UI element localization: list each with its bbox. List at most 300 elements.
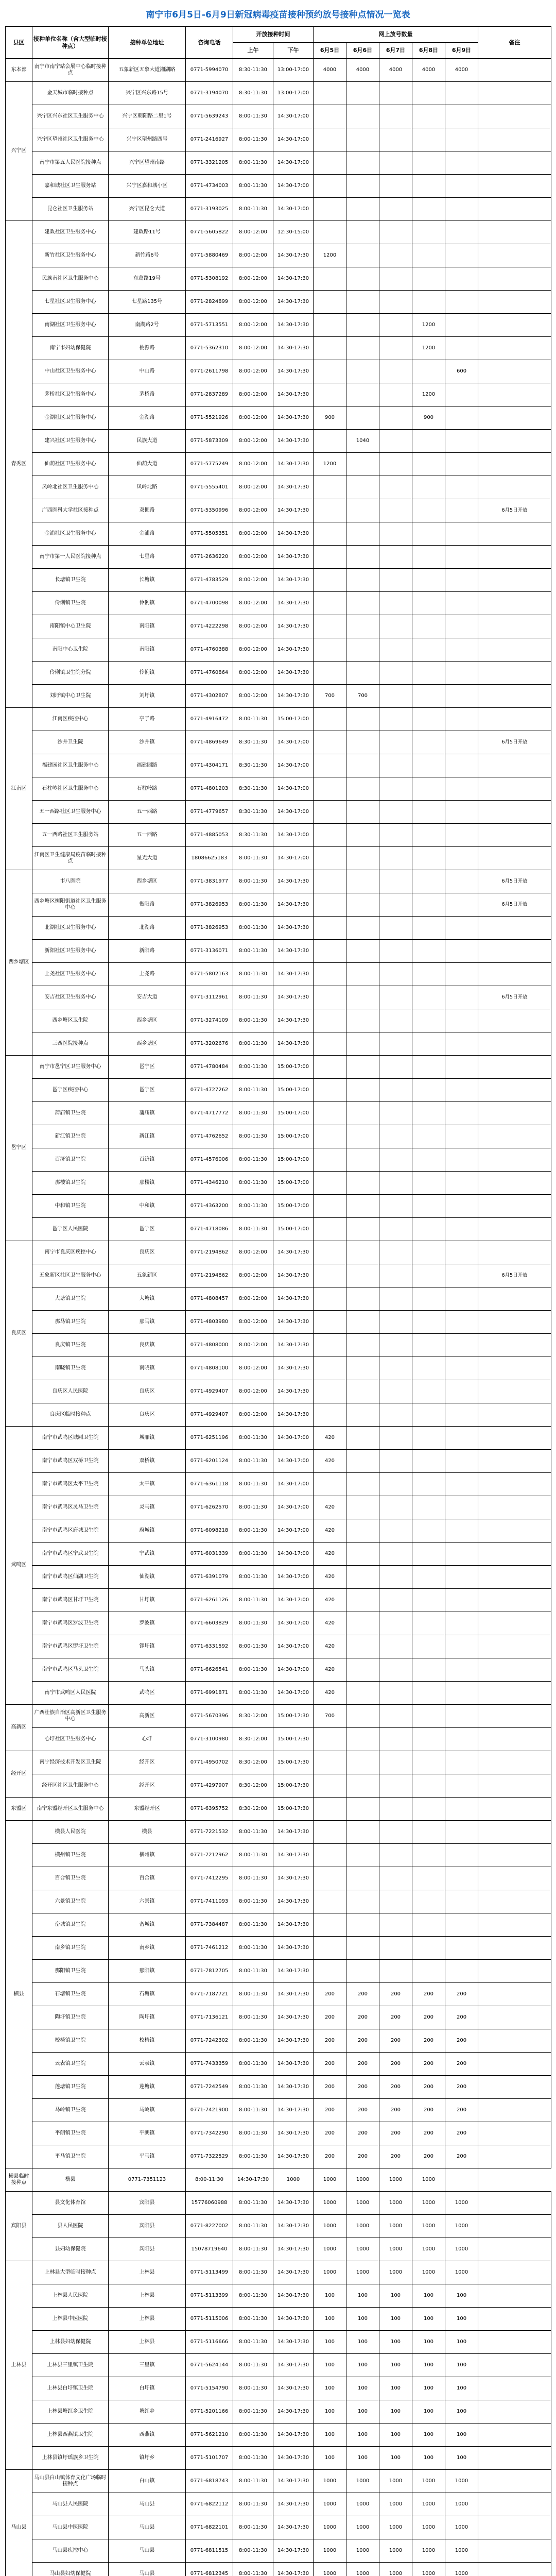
quota-cell bbox=[314, 522, 346, 546]
phone-cell: 0771-3321205 bbox=[186, 151, 233, 175]
address-cell: 上林县 bbox=[109, 2308, 186, 2331]
phone-cell: 0771-6991871 bbox=[186, 1682, 233, 1705]
quota-cell bbox=[314, 476, 346, 499]
am-time-cell: 8:00-12:00 bbox=[233, 522, 273, 546]
note-cell bbox=[478, 592, 551, 615]
quota-cell bbox=[314, 1311, 346, 1334]
quota-cell bbox=[314, 801, 346, 824]
pm-time-cell: 14:30-17:00 bbox=[273, 105, 314, 128]
phone-cell: 0771-2824899 bbox=[186, 291, 233, 314]
phone-cell: 0771-3194070 bbox=[186, 82, 233, 105]
address-cell: 双桥镇 bbox=[109, 1450, 186, 1473]
phone-cell: 0771-4808000 bbox=[186, 1334, 233, 1357]
quota-cell: 100 bbox=[379, 2308, 412, 2331]
quota-cell bbox=[445, 1728, 478, 1751]
am-time-cell: 8:00-11:30 bbox=[233, 2563, 273, 2576]
quota-cell bbox=[379, 1821, 412, 1844]
note-cell bbox=[478, 1937, 551, 1960]
quota-cell: 200 bbox=[346, 2122, 379, 2145]
district-cell: 高新区 bbox=[6, 1705, 32, 1751]
note-cell bbox=[478, 1658, 551, 1682]
table-row bbox=[6, 221, 551, 244]
address-cell: 大塘镇 bbox=[109, 1287, 186, 1311]
am-time-cell: 8:00-11:30 bbox=[233, 2238, 273, 2261]
site-name-cell: 长塘镇卫生院 bbox=[32, 569, 109, 592]
quota-cell bbox=[379, 1311, 412, 1334]
quota-cell bbox=[379, 1264, 412, 1287]
quota-cell: 420 bbox=[314, 1566, 346, 1589]
quota-cell bbox=[314, 1125, 346, 1148]
site-name-cell: 嘉和城社区卫生服务站 bbox=[32, 175, 109, 198]
quota-cell bbox=[445, 1009, 478, 1032]
site-name-cell: 马山县人民医院 bbox=[32, 2493, 109, 2516]
pm-time-cell: 14:30-17:30 bbox=[273, 1032, 314, 1056]
quota-cell bbox=[412, 1450, 445, 1473]
quota-cell bbox=[379, 430, 412, 453]
note-cell bbox=[478, 2400, 551, 2424]
quota-cell bbox=[314, 1960, 346, 1983]
pm-time-cell: 14:30-17:30 bbox=[273, 2099, 314, 2122]
note-cell bbox=[478, 2493, 551, 2516]
quota-cell: 200 bbox=[379, 2122, 412, 2145]
address-cell: 心圩 bbox=[109, 1728, 186, 1751]
note-cell: 6月5日开放 bbox=[478, 731, 551, 754]
table-row bbox=[6, 1960, 551, 1983]
quota-cell bbox=[379, 1218, 412, 1241]
quota-cell bbox=[379, 940, 412, 963]
am-time-cell: 8:00-11:30 bbox=[233, 2284, 273, 2308]
address-cell: 金湖路 bbox=[109, 406, 186, 430]
quota-cell: 100 bbox=[346, 2447, 379, 2470]
quota-cell: 1000 bbox=[346, 2261, 379, 2284]
table-row bbox=[6, 1287, 551, 1311]
quota-cell: 1000 bbox=[346, 2192, 379, 2215]
phone-cell: 0771-4717772 bbox=[186, 1102, 233, 1125]
quota-cell bbox=[412, 917, 445, 940]
quota-cell bbox=[346, 1890, 379, 1913]
quota-cell: 420 bbox=[314, 1496, 346, 1519]
table-row bbox=[6, 1311, 551, 1334]
quota-cell bbox=[445, 615, 478, 638]
am-time-cell: 8:00-11:30 bbox=[233, 1032, 273, 1056]
quota-cell: 420 bbox=[314, 1658, 346, 1682]
quota-cell bbox=[412, 291, 445, 314]
quota-cell bbox=[346, 615, 379, 638]
table-row bbox=[6, 2539, 551, 2563]
phone-cell: 0771-6811515 bbox=[186, 2539, 233, 2563]
pm-time-cell: 14:30-17:30 bbox=[273, 1890, 314, 1913]
am-time-cell: 8:00-11:30 bbox=[233, 2261, 273, 2284]
quota-cell bbox=[379, 546, 412, 569]
am-time-cell: 8:00-11:30 bbox=[233, 1195, 273, 1218]
note-cell bbox=[478, 1751, 551, 1774]
quota-cell: 1000 bbox=[379, 2238, 412, 2261]
quota-cell bbox=[346, 1427, 379, 1450]
table-row bbox=[6, 2563, 551, 2576]
note-cell bbox=[478, 777, 551, 801]
quota-cell bbox=[314, 1821, 346, 1844]
pm-time-cell: 14:30-17:00 bbox=[273, 777, 314, 801]
quota-cell: 1000 bbox=[412, 2539, 445, 2563]
quota-cell bbox=[379, 870, 412, 893]
table-row bbox=[6, 1473, 551, 1496]
quota-cell bbox=[379, 1032, 412, 1056]
table-row bbox=[6, 314, 551, 337]
quota-cell bbox=[412, 1682, 445, 1705]
pm-time-cell: 14:30-17:30 bbox=[273, 1867, 314, 1890]
phone-cell: 0771-4700098 bbox=[186, 592, 233, 615]
quota-cell bbox=[346, 1195, 379, 1218]
am-time-cell: 8:00-11:30 bbox=[233, 1867, 273, 1890]
quota-cell: 200 bbox=[445, 1983, 478, 2006]
address-cell: 五象新区五象大道湘湖路 bbox=[109, 59, 186, 82]
address-cell: 南阳镇 bbox=[109, 638, 186, 662]
phone-cell: 0771-6812345 bbox=[186, 2563, 233, 2576]
address-cell: 南阳镇 bbox=[109, 615, 186, 638]
pm-time-cell: 14:30-17:00 bbox=[273, 824, 314, 847]
table-row bbox=[6, 522, 551, 546]
site-name-cell: 沙井卫生院 bbox=[32, 731, 109, 754]
phone-cell: 0771-7322529 bbox=[186, 2145, 233, 2168]
site-name-cell: 南宁东盟经开区卫生服务中心 bbox=[32, 1798, 109, 1821]
note-cell bbox=[478, 1589, 551, 1612]
quota-cell: 1200 bbox=[412, 337, 445, 360]
quota-cell: 1040 bbox=[346, 430, 379, 453]
phone-cell: 0771-7242302 bbox=[186, 2029, 233, 2053]
phone-cell: 0771-3136071 bbox=[186, 940, 233, 963]
note-cell bbox=[478, 2563, 551, 2576]
table-row bbox=[6, 1218, 551, 1241]
quota-cell bbox=[346, 1450, 379, 1473]
address-cell: 平马镇 bbox=[109, 2145, 186, 2168]
quota-cell: 100 bbox=[412, 2424, 445, 2447]
site-name-cell: 七星社区卫生服务中心 bbox=[32, 291, 109, 314]
quota-cell: 200 bbox=[314, 2145, 346, 2168]
phone-cell: 0771-5670396 bbox=[186, 1705, 233, 1728]
quota-cell bbox=[412, 1774, 445, 1798]
quota-cell bbox=[314, 1148, 346, 1172]
table-row bbox=[6, 2331, 551, 2354]
quota-cell: 100 bbox=[412, 2284, 445, 2308]
site-name-cell: 金湖社区卫生服务中心 bbox=[32, 406, 109, 430]
note-cell bbox=[478, 1798, 551, 1821]
am-time-cell: 8:00-11:30 bbox=[233, 2424, 273, 2447]
quota-cell: 100 bbox=[445, 2377, 478, 2400]
quota-cell bbox=[412, 754, 445, 777]
note-cell bbox=[478, 1102, 551, 1125]
quota-cell: 600 bbox=[445, 360, 478, 383]
quota-cell bbox=[346, 870, 379, 893]
address-cell: 上尧路 bbox=[109, 963, 186, 986]
address-cell: 邕宁区 bbox=[109, 1218, 186, 1241]
phone-cell: 0771-7351123 bbox=[109, 2168, 186, 2192]
quota-cell: 200 bbox=[445, 2053, 478, 2076]
am-time-cell: 8:00-12:00 bbox=[233, 360, 273, 383]
table-row bbox=[6, 1264, 551, 1287]
table-row bbox=[6, 82, 551, 105]
am-time-cell: 8:30-11:30 bbox=[233, 824, 273, 847]
quota-cell bbox=[346, 128, 379, 151]
note-cell bbox=[478, 406, 551, 430]
am-time-cell: 8:00-12:00 bbox=[233, 267, 273, 291]
table-body bbox=[6, 59, 551, 2576]
quota-cell: 100 bbox=[445, 2424, 478, 2447]
phone-cell: 0771-3112961 bbox=[186, 986, 233, 1009]
header-pm: 下午 bbox=[273, 43, 314, 59]
phone-cell: 0771-4727262 bbox=[186, 1079, 233, 1102]
address-cell: 长塘镇 bbox=[109, 569, 186, 592]
phone-cell: 0771-7411093 bbox=[186, 1890, 233, 1913]
am-time-cell: 8:00-11:30 bbox=[233, 1009, 273, 1032]
district-cell: 东盟区 bbox=[6, 1798, 32, 1821]
quota-cell: 900 bbox=[314, 406, 346, 430]
quota-cell bbox=[346, 522, 379, 546]
quota-cell: 100 bbox=[445, 2354, 478, 2377]
site-name-cell: 上林县人民医院 bbox=[32, 2284, 109, 2308]
quota-cell bbox=[379, 917, 412, 940]
address-cell: 邕宁区 bbox=[109, 1056, 186, 1079]
quota-cell bbox=[379, 1148, 412, 1172]
phone-cell: 0771-4302807 bbox=[186, 685, 233, 708]
site-name-cell: 南宁市武鸣区双桥卫生院 bbox=[32, 1450, 109, 1473]
note-cell: 6月5日开放 bbox=[478, 893, 551, 917]
pm-time-cell: 14:30-17:30 bbox=[273, 963, 314, 986]
am-time-cell: 8:00-11:30 bbox=[233, 2447, 273, 2470]
am-time-cell: 8:00-11:30 bbox=[233, 1148, 273, 1172]
quota-cell bbox=[445, 1798, 478, 1821]
phone-cell: 0771-7187721 bbox=[186, 1983, 233, 2006]
address-cell: 五象新区 bbox=[109, 1264, 186, 1287]
quota-cell: 100 bbox=[314, 2331, 346, 2354]
quota-cell bbox=[445, 1589, 478, 1612]
address-cell: 宾阳县 bbox=[109, 2192, 186, 2215]
quota-cell bbox=[314, 754, 346, 777]
quota-cell: 1000 bbox=[273, 2168, 314, 2192]
table-row bbox=[6, 1195, 551, 1218]
quota-cell bbox=[412, 1079, 445, 1102]
quota-cell bbox=[445, 1148, 478, 1172]
am-time-cell: 8:00-11:30 bbox=[233, 847, 273, 870]
table-row bbox=[6, 244, 551, 267]
phone-cell: 0771-6331592 bbox=[186, 1635, 233, 1658]
table-row bbox=[6, 1844, 551, 1867]
pm-time-cell: 14:30-17:30 bbox=[273, 1937, 314, 1960]
note-cell bbox=[478, 2308, 551, 2331]
quota-cell bbox=[412, 105, 445, 128]
quota-cell bbox=[412, 198, 445, 221]
quota-cell: 100 bbox=[379, 2400, 412, 2424]
pm-time-cell: 14:30-17:30 bbox=[273, 2238, 314, 2261]
quota-cell: 420 bbox=[314, 1682, 346, 1705]
quota-cell bbox=[379, 1774, 412, 1798]
quota-cell bbox=[346, 1125, 379, 1148]
quota-cell: 100 bbox=[379, 2424, 412, 2447]
quota-cell bbox=[379, 1357, 412, 1380]
quota-cell bbox=[445, 1937, 478, 1960]
quota-cell bbox=[412, 1311, 445, 1334]
table-row bbox=[6, 2238, 551, 2261]
quota-cell bbox=[346, 708, 379, 731]
address-cell: 北湖路 bbox=[109, 917, 186, 940]
note-cell bbox=[478, 2076, 551, 2099]
am-time-cell: 8:00-12:00 bbox=[233, 615, 273, 638]
quota-cell: 1000 bbox=[346, 2539, 379, 2563]
quota-cell bbox=[379, 1658, 412, 1682]
quota-cell bbox=[412, 1960, 445, 1983]
quota-cell: 200 bbox=[314, 1983, 346, 2006]
table-row bbox=[6, 1635, 551, 1658]
quota-cell bbox=[346, 1589, 379, 1612]
quota-cell bbox=[379, 1705, 412, 1728]
header-address: 接种单位地址 bbox=[109, 27, 186, 59]
am-time-cell: 8:30-11:30 bbox=[233, 731, 273, 754]
quota-cell bbox=[412, 1658, 445, 1682]
address-cell: 福建园路 bbox=[109, 754, 186, 777]
quota-cell bbox=[379, 453, 412, 476]
address-cell: 灵马镇 bbox=[109, 1496, 186, 1519]
address-cell: 城厢镇 bbox=[109, 1427, 186, 1450]
quota-cell: 100 bbox=[379, 2377, 412, 2400]
phone-cell: 0771-4222298 bbox=[186, 615, 233, 638]
quota-cell bbox=[314, 1287, 346, 1311]
pm-time-cell: 12:30-15:00 bbox=[273, 221, 314, 244]
phone-cell: 0771-4885053 bbox=[186, 824, 233, 847]
quota-cell bbox=[379, 893, 412, 917]
pm-time-cell: 14:30-17:30 bbox=[273, 917, 314, 940]
quota-cell bbox=[379, 662, 412, 685]
note-cell: 6月5日开放 bbox=[478, 986, 551, 1009]
quota-cell: 1000 bbox=[314, 2168, 346, 2192]
am-time-cell: 8:00-11:30 bbox=[233, 105, 273, 128]
am-time-cell: 8:00-11:30 bbox=[233, 1218, 273, 1241]
pm-time-cell: 14:30-17:30 bbox=[273, 1287, 314, 1311]
address-cell: 马岭镇 bbox=[109, 2099, 186, 2122]
address-cell: 仙湖镇 bbox=[109, 1566, 186, 1589]
address-cell: 兴宁区朝阳路二里1号 bbox=[109, 105, 186, 128]
site-name-cell: 新竹社区卫生服务中心 bbox=[32, 244, 109, 267]
quota-cell bbox=[379, 731, 412, 754]
phone-cell: 0771-4760388 bbox=[186, 638, 233, 662]
quota-cell bbox=[412, 453, 445, 476]
pm-time-cell: 14:30-17:00 bbox=[273, 847, 314, 870]
table-row bbox=[6, 1450, 551, 1473]
site-name-cell: 经开区社区卫生服务中心 bbox=[32, 1774, 109, 1798]
phone-cell: 0771-2194862 bbox=[186, 1241, 233, 1264]
phone-cell: 0771-6262570 bbox=[186, 1496, 233, 1519]
quota-cell bbox=[412, 1844, 445, 1867]
quota-cell bbox=[412, 1728, 445, 1751]
note-cell bbox=[478, 337, 551, 360]
note-cell bbox=[478, 1009, 551, 1032]
pm-time-cell: 14:30-17:00 bbox=[273, 1612, 314, 1635]
phone-cell: 0771-5101707 bbox=[186, 2447, 233, 2470]
pm-time-cell: 14:30-17:30 bbox=[273, 337, 314, 360]
phone-cell: 0771-7242549 bbox=[186, 2076, 233, 2099]
table-row bbox=[6, 1983, 551, 2006]
table-row bbox=[6, 917, 551, 940]
quota-cell: 420 bbox=[314, 1543, 346, 1566]
site-name-cell: 上林县镇圩瑶族乡卫生院 bbox=[32, 2447, 109, 2470]
phone-cell: 0771-5113399 bbox=[186, 2284, 233, 2308]
phone-cell: 0771-4869649 bbox=[186, 731, 233, 754]
pm-time-cell: 14:30-17:30 bbox=[273, 2377, 314, 2400]
quota-cell bbox=[314, 221, 346, 244]
quota-cell bbox=[379, 476, 412, 499]
quota-cell bbox=[412, 1172, 445, 1195]
note-cell bbox=[478, 1682, 551, 1705]
phone-cell: 0771-6251196 bbox=[186, 1427, 233, 1450]
quota-cell bbox=[346, 1821, 379, 1844]
quota-cell bbox=[412, 1056, 445, 1079]
pm-time-cell: 14:30-17:00 bbox=[273, 1682, 314, 1705]
table-row bbox=[6, 1148, 551, 1172]
quota-cell bbox=[314, 267, 346, 291]
quota-cell bbox=[412, 963, 445, 986]
note-cell bbox=[478, 1960, 551, 1983]
site-name-cell: 上林县三里镇卫生院 bbox=[32, 2354, 109, 2377]
quota-cell bbox=[445, 221, 478, 244]
address-cell: 南晓镇 bbox=[109, 1357, 186, 1380]
address-cell: 兴宁区望州路四号 bbox=[109, 128, 186, 151]
quota-cell bbox=[445, 151, 478, 175]
site-name-cell: 良庆镇卫生院 bbox=[32, 1334, 109, 1357]
address-cell: 七星路135号 bbox=[109, 291, 186, 314]
quota-cell: 420 bbox=[314, 1519, 346, 1543]
am-time-cell: 8:30-12:00 bbox=[233, 1705, 273, 1728]
site-name-cell: 昆仑社区卫生服务站 bbox=[32, 198, 109, 221]
pm-time-cell: 15:00-17:30 bbox=[273, 1774, 314, 1798]
table-row bbox=[6, 1566, 551, 1589]
header-date-4: 6月8日 bbox=[412, 43, 445, 59]
quota-cell bbox=[314, 708, 346, 731]
pm-time-cell: 14:30-17:00 bbox=[273, 1589, 314, 1612]
quota-cell bbox=[346, 1867, 379, 1890]
pm-time-cell: 14:30-17:30 bbox=[273, 569, 314, 592]
quota-cell bbox=[412, 1009, 445, 1032]
quota-cell: 1000 bbox=[379, 2563, 412, 2576]
pm-time-cell: 14:30-17:30 bbox=[273, 1311, 314, 1334]
phone-cell: 0771-5873309 bbox=[186, 430, 233, 453]
quota-cell: 1000 bbox=[412, 2470, 445, 2493]
quota-cell bbox=[445, 314, 478, 337]
address-cell: 甘圩镇 bbox=[109, 1589, 186, 1612]
site-name-cell: 良庆区临时接种点 bbox=[32, 1403, 109, 1427]
quota-cell bbox=[314, 1728, 346, 1751]
address-cell: 云表镇 bbox=[109, 2053, 186, 2076]
quota-cell bbox=[412, 476, 445, 499]
pm-time-cell: 15:00-17:00 bbox=[273, 1195, 314, 1218]
quota-cell bbox=[314, 198, 346, 221]
quota-cell bbox=[346, 963, 379, 986]
site-name-cell: 六景镇卫生院 bbox=[32, 1890, 109, 1913]
table-row bbox=[6, 1496, 551, 1519]
site-name-cell: 百合镇卫生院 bbox=[32, 1867, 109, 1890]
am-time-cell: 8:00-12:00 bbox=[233, 546, 273, 569]
quota-cell bbox=[445, 1543, 478, 1566]
table-row bbox=[6, 1728, 551, 1751]
quota-cell bbox=[346, 1751, 379, 1774]
quota-cell bbox=[314, 963, 346, 986]
quota-cell bbox=[379, 638, 412, 662]
address-cell: 新竹路6号 bbox=[109, 244, 186, 267]
address-cell: 平朗镇 bbox=[109, 2122, 186, 2145]
note-cell: 6月5日开放 bbox=[478, 499, 551, 522]
table-row bbox=[6, 1798, 551, 1821]
quota-cell: 1000 bbox=[445, 2470, 478, 2493]
header-phone: 咨询电话 bbox=[186, 27, 233, 59]
site-name-cell: 建兴社区卫生服务中心 bbox=[32, 430, 109, 453]
note-cell bbox=[478, 1566, 551, 1589]
